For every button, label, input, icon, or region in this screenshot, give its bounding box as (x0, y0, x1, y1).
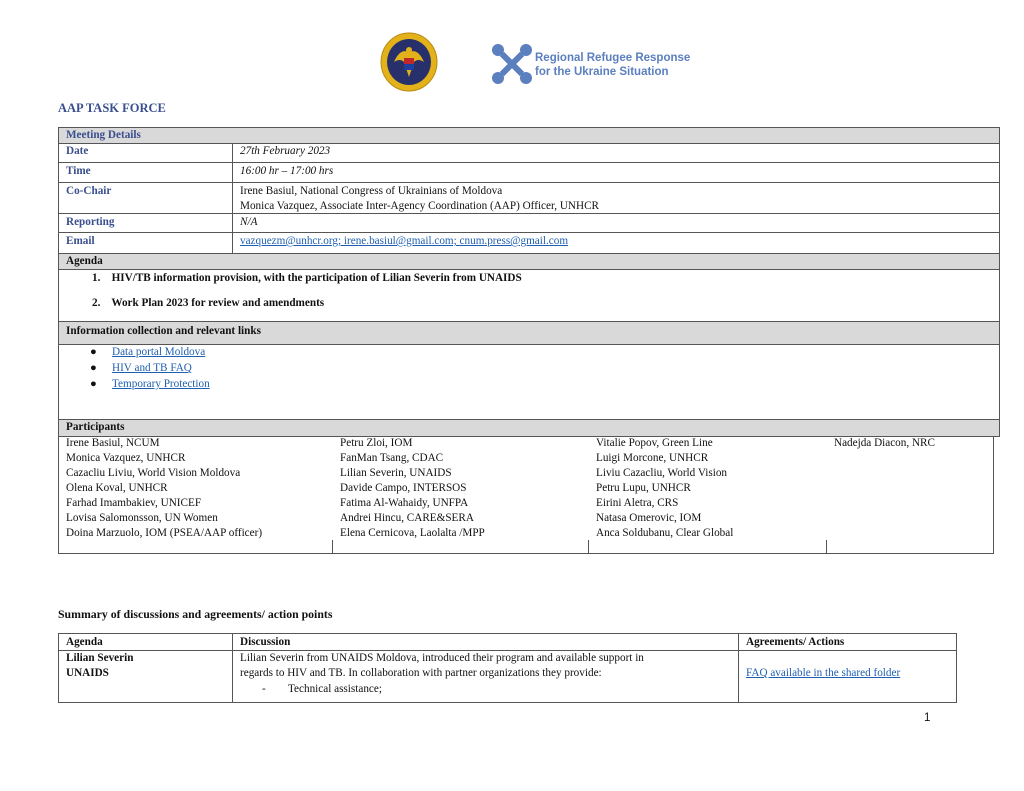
participant: Cazacliu Liviu, World Vision Moldova (66, 467, 241, 479)
summary-agenda-line2: UNAIDS (66, 667, 109, 679)
summary-discussion-bullet (258, 682, 386, 697)
table-border (58, 253, 1000, 254)
date-label: Date (66, 145, 89, 157)
participants-col-4 (834, 436, 935, 451)
participant: Farhad Imambakiev, UNICEF (66, 497, 202, 509)
participants-col-3 (596, 436, 733, 541)
table-border (993, 436, 994, 554)
table-border (58, 269, 1000, 270)
participants-col-1 (66, 436, 262, 541)
table-border (58, 321, 1000, 322)
participant: Monica Vazquez, UNHCR (66, 452, 186, 464)
page-number: 1 (924, 712, 931, 724)
time-value: 16:00 hr – 17:00 hrs (240, 165, 334, 177)
participant: FanMan Tsang, CDAC (340, 452, 444, 464)
participants-label: Participants (66, 421, 125, 433)
dash-bullet-icon: - (262, 683, 266, 695)
table-border (58, 633, 957, 634)
summary-agenda-line1: Lilian Severin (66, 652, 134, 664)
participant: Eirini Aletra, CRS (596, 497, 679, 509)
data-portal-link[interactable]: Data portal Moldova (112, 346, 206, 358)
logo-text-line1: Regional Refugee Response (535, 52, 691, 64)
table-border (738, 633, 739, 703)
table-border (58, 436, 1000, 437)
participant: Doina Marzuolo, IOM (PSEA/AAP officer) (66, 527, 263, 539)
agenda-label: Agenda (66, 255, 103, 267)
bullet-icon: ● (90, 378, 97, 390)
bullet-icon: ● (90, 362, 97, 374)
table-border (58, 344, 1000, 345)
reporting-label: Reporting (66, 216, 115, 228)
agenda-item-2: 2. Work Plan 2023 for review and amendments (92, 297, 325, 309)
table-border (58, 702, 957, 703)
email-label: Email (66, 235, 95, 247)
cochair-value-2: Monica Vazquez, Associate Inter-Agency Coordination (AAP) Officer, UNHCR (240, 200, 599, 212)
regional-refugee-response-logo (490, 42, 691, 86)
table-border (58, 553, 994, 554)
cochair-label: Co-Chair (66, 185, 112, 197)
summary-header-actions: Agreements/ Actions (746, 636, 845, 648)
participants-col-2 (340, 436, 485, 541)
participant: Elena Cernicova, Laolalta /MPP (340, 527, 485, 539)
participant: Vitalie Popov, Green Line (596, 437, 713, 449)
temporary-protection-link[interactable]: Temporary Protection (112, 378, 210, 390)
refugee-response-icon (490, 42, 534, 86)
agenda-item-1: 1. HIV/TB information provision, with the participation of Lilian Severin from UNAIDS (92, 272, 522, 284)
agenda-header-bg (58, 254, 999, 269)
table-border (999, 127, 1000, 437)
summary-header-discussion: Discussion (240, 636, 291, 648)
participant: Lilian Severin, UNAIDS (340, 467, 452, 479)
table-border (58, 419, 1000, 420)
table-border (232, 633, 233, 703)
table-border (332, 540, 333, 554)
info-link-item (86, 361, 196, 376)
table-border (58, 182, 1000, 183)
reporting-value: N/A (240, 216, 258, 228)
participant: Luigi Morcone, UNHCR (596, 452, 709, 464)
participant: Nadejda Diacon, NRC (834, 437, 935, 449)
date-value: 27th February 2023 (240, 145, 331, 157)
participant: Petru Lupu, UNHCR (596, 482, 691, 494)
cochair-value-1: Irene Basiul, National Congress of Ukrainians of Moldova (240, 185, 503, 197)
participants-header-bg (58, 420, 999, 436)
participant: Andrei Hincu, CARE&SERA (340, 512, 474, 524)
email-links[interactable]: vazquezm@unhcr.org; irene.basiul@gmail.com; cnum.press@gmail.com (240, 235, 569, 247)
participant: Fatima Al-Wahaidy, UNFPA (340, 497, 469, 509)
participant: Petru Zloi, IOM (340, 437, 413, 449)
table-border (58, 633, 59, 703)
summary-title: Summary of discussions and agreements/ action points (58, 607, 333, 621)
table-border (58, 143, 1000, 144)
bullet-icon: ● (90, 346, 97, 358)
table-border (956, 633, 957, 703)
meeting-details-header-bg (58, 127, 999, 143)
table-border (58, 127, 1000, 128)
logo-text-line2: for the Ukraine Situation (535, 66, 669, 78)
page-title: AAP TASK FORCE (58, 101, 166, 115)
summary-discussion-line2: regards to HIV and TB. In collaboration with partner organizations they provide: (240, 667, 602, 679)
table-border (58, 127, 59, 554)
faq-shared-folder-link[interactable]: FAQ available in the shared folder (746, 667, 901, 679)
bullet-text: Technical assistance; (288, 683, 382, 695)
table-border (232, 143, 233, 254)
participant: Lovisa Salomonsson, UN Women (66, 512, 218, 524)
participant: Anca Soldubanu, Clear Global (596, 527, 734, 539)
participant: Olena Koval, UNHCR (66, 482, 168, 494)
participant: Irene Basiul, NCUM (66, 437, 160, 449)
meeting-details-label: Meeting Details (66, 129, 141, 141)
time-label: Time (66, 165, 91, 177)
table-border (826, 540, 827, 554)
participant: Natasa Omerovic, IOM (596, 512, 702, 524)
moldova-coat-of-arms-logo (380, 32, 438, 92)
hiv-tb-faq-link[interactable]: HIV and TB FAQ (112, 362, 192, 374)
table-border (58, 213, 1000, 214)
participant: Davide Campo, INTERSOS (340, 482, 467, 494)
table-border (58, 650, 957, 651)
table-border (588, 540, 589, 554)
table-border (58, 162, 1000, 163)
info-label: Information collection and relevant links (66, 325, 261, 337)
summary-discussion-line1: Lilian Severin from UNAIDS Moldova, introduced their program and available support in (240, 652, 644, 664)
info-link-item (86, 377, 214, 392)
table-border (58, 232, 1000, 233)
info-link-item (86, 345, 209, 360)
participant: Liviu Cazacliu, World Vision (596, 467, 728, 479)
summary-header-agenda: Agenda (66, 636, 103, 648)
